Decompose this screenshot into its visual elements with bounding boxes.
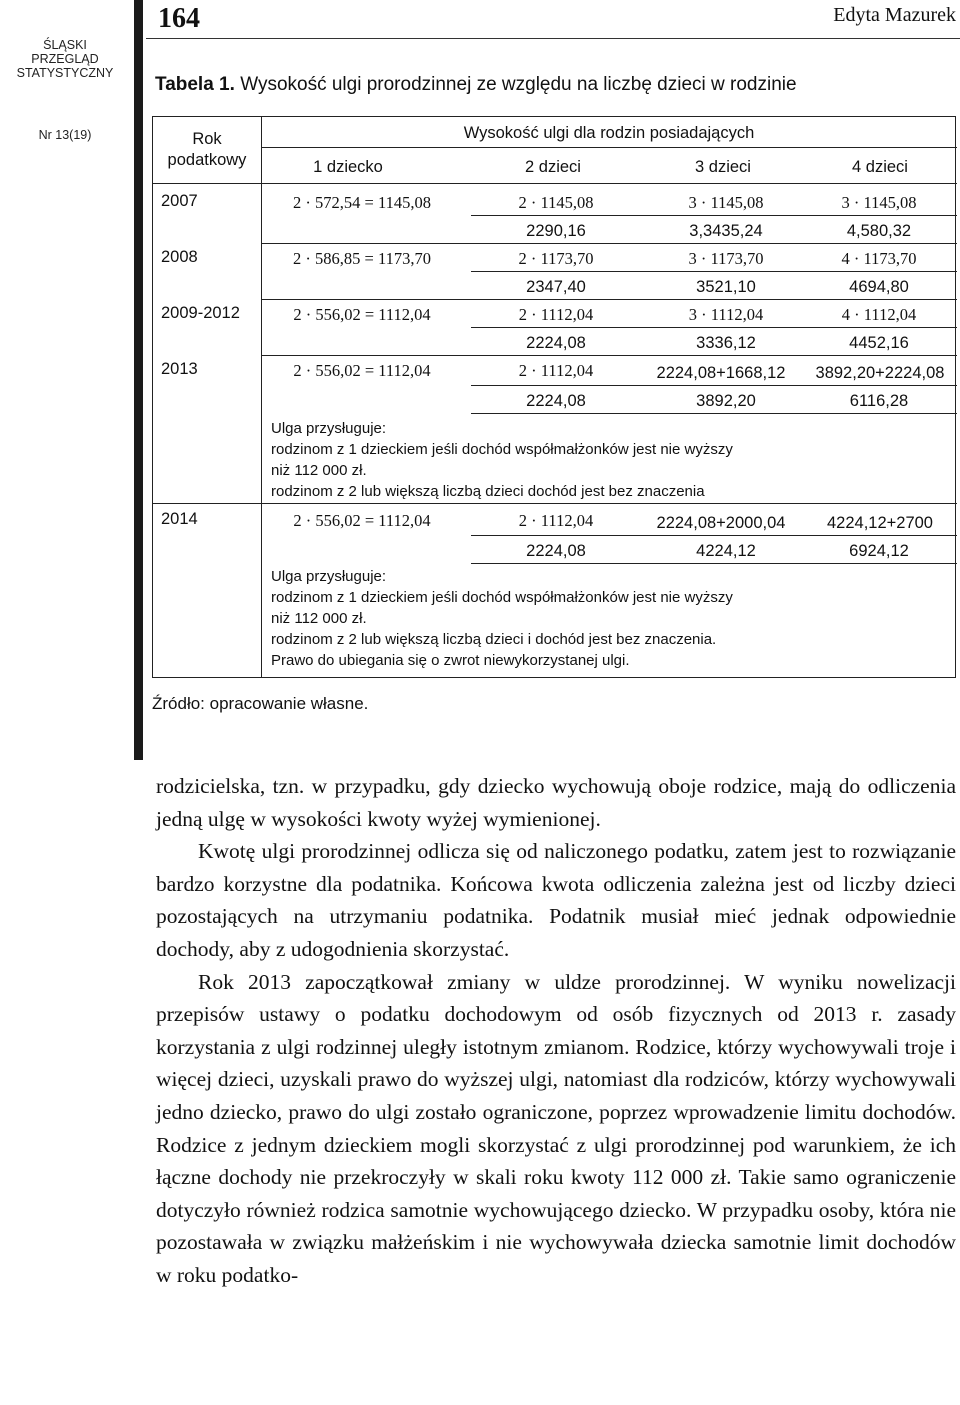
result-2013-2: 2224,08 bbox=[526, 392, 586, 410]
relief-table bbox=[152, 116, 956, 678]
note-2013-2: rodzinom z 1 dzieckiem jeśli dochód współmałżonków jest nie wyższy bbox=[271, 441, 733, 458]
row-rule bbox=[471, 563, 957, 564]
year-2008: 2008 bbox=[161, 248, 198, 266]
formula-2013-1: 2 · 556,02 = 1112,04 bbox=[293, 361, 431, 380]
formula-2009-3: 3 · 1112,04 bbox=[688, 305, 764, 324]
table-source: Źródło: opracowanie własne. bbox=[152, 694, 369, 713]
result-2013-3: 3892,20 bbox=[696, 392, 756, 410]
formula-2007-3: 3 · 1145,08 bbox=[688, 193, 764, 212]
result-2014-4: 6924,12 bbox=[849, 542, 909, 560]
header-rule bbox=[153, 183, 957, 184]
result-2014-2: 2224,08 bbox=[526, 542, 586, 560]
year-2014: 2014 bbox=[161, 510, 198, 528]
col-4-children: 4 dzieci bbox=[852, 158, 908, 176]
note-2014-1: Ulga przysługuje: bbox=[271, 568, 387, 585]
formula-2009-2: 2 · 1112,04 bbox=[518, 305, 594, 324]
header-rule bbox=[146, 38, 960, 39]
table-title: Wysokość ulgi prorodzinnej ze względu na liczbę dzieci w rodzinie bbox=[240, 74, 797, 95]
row-rule bbox=[471, 271, 957, 272]
formula-2008-2: 2 · 1173,70 bbox=[518, 249, 594, 268]
formula-2014-3: 2224,08+2000,04 bbox=[656, 514, 786, 532]
year-2009-2012: 2009-2012 bbox=[161, 304, 240, 322]
col-1-child: 1 dziecko bbox=[313, 158, 383, 176]
group-header-rule bbox=[261, 147, 957, 148]
formula-2014-2: 2 · 1112,04 bbox=[518, 511, 594, 530]
row-rule bbox=[261, 243, 957, 244]
row-rule bbox=[471, 215, 957, 216]
formula-2014-1: 2 · 556,02 = 1112,04 bbox=[293, 511, 431, 530]
table-caption bbox=[155, 74, 797, 96]
note-2013-3: niż 112 000 zł. bbox=[271, 462, 367, 479]
result-2014-3: 4224,12 bbox=[696, 542, 756, 560]
page-number: 164 bbox=[158, 3, 200, 34]
issue-number: Nr 13(19) bbox=[38, 128, 92, 142]
result-2008-3: 3521,10 bbox=[696, 278, 756, 296]
row-rule bbox=[471, 413, 957, 414]
note-2014-2: rodzinom z 1 dzieckiem jeśli dochód współmałżonków jest nie wyższy bbox=[271, 589, 733, 606]
formula-2008-3: 3 · 1173,70 bbox=[688, 249, 764, 268]
result-2008-4: 4694,80 bbox=[849, 278, 909, 296]
sidebar-divider bbox=[134, 0, 143, 760]
formula-2009-4: 4 · 1112,04 bbox=[841, 305, 917, 324]
col-year-header: Rok bbox=[192, 130, 222, 148]
journal-sidebar bbox=[0, 0, 134, 760]
formula-2008-1: 2 · 586,85 = 1173,70 bbox=[293, 249, 431, 268]
formula-2009-1: 2 · 556,02 = 1112,04 bbox=[293, 305, 431, 324]
result-2013-4: 6116,28 bbox=[849, 392, 909, 410]
result-2007-3: 3,3435,24 bbox=[689, 222, 763, 240]
result-2009-3: 3336,12 bbox=[696, 334, 756, 352]
note-2014-4: rodzinom z 2 lub większą liczbą dzieci i dochód jest bez znaczenia. bbox=[271, 631, 717, 648]
result-2009-4: 4452,16 bbox=[849, 334, 909, 352]
formula-2013-3: 2224,08+1668,12 bbox=[656, 364, 786, 382]
formula-2014-4: 4224,12+2700 bbox=[827, 514, 933, 532]
col-3-children: 3 dzieci bbox=[695, 158, 751, 176]
row-rule bbox=[261, 299, 957, 300]
note-2014-5: Prawo do ubiegania się o zwrot niewykorzystanej ulgi. bbox=[271, 652, 630, 669]
row-rule bbox=[261, 355, 957, 356]
author-name: Edyta Mazurek bbox=[833, 4, 956, 26]
group-header: Wysokość ulgi dla rodzin posiadających bbox=[463, 124, 755, 142]
year-2007: 2007 bbox=[161, 192, 198, 210]
note-2013-4: rodzinom z 2 lub większą liczbą dzieci dochód jest bez znaczenia bbox=[271, 483, 705, 500]
paragraph-2: Kwotę ulgi prorodzinnej odlicza się od naliczonego podatku, zatem jest to rozwiązanie bardzo korzystne dla podatnika. Końcowa kwota odliczenia zależna jest od liczby dzieci pozostających na utrzymaniu podatnika. Podatnik musiał mieć jednak odpowiednie dochody, aby z udogodnienia skorzystać. bbox=[156, 839, 956, 961]
row-rule bbox=[471, 327, 957, 328]
paragraph-3: Rok 2013 zapoczątkował zmiany w uldze prorodzinnej. W wyniku nowelizacji przepisów ustawy o podatku dochodowym od osób fizycznych od 2013 r. zasady korzystania z ulgi rodzinnej uległy istotnym zmianom. Rodzice, którzy wychowywali troje i więcej dzieci, uzyskali prawo do wyższej ulgi, natomiast dla rodziców, którzy wychowywali jedno dziecko, prawo do ulgi zostało ograniczone, poprzez wprowadzenie limitu dochodów. Rodzice z jednym dzieckiem mogli skorzystać z ulgi prorodzinnej pod warunkiem, że ich łączne dochody nie przekroczyły w skali roku kwoty 112 000 zł. Takie samo ograniczenie dotyczyło również rodzica samotnie wychowującego dziecko. W przypadku osoby, która nie pozostawała w związku małżeńskim i nie wychowywała dziecka samotnie limit dochodów w roku podatko- bbox=[156, 969, 956, 1287]
note-2014-3: niż 112 000 zł. bbox=[271, 610, 367, 627]
year-2013: 2013 bbox=[161, 360, 198, 378]
row-rule bbox=[471, 535, 957, 536]
formula-2007-2: 2 · 1145,08 bbox=[518, 193, 594, 212]
result-2007-2: 2290,16 bbox=[526, 222, 586, 240]
note-2013-1: Ulga przysługuje: bbox=[271, 420, 387, 437]
result-2007-4: 4,580,32 bbox=[846, 222, 912, 240]
body-text bbox=[156, 770, 956, 1292]
col-2-children: 2 dzieci bbox=[525, 158, 581, 176]
result-2008-2: 2347,40 bbox=[526, 278, 586, 296]
table-label: Tabela 1. bbox=[155, 74, 235, 95]
formula-2013-4: 3892,20+2224,08 bbox=[815, 364, 945, 382]
row-rule bbox=[471, 385, 957, 386]
formula-2007-4: 3 · 1145,08 bbox=[841, 193, 917, 212]
col-year-header-2: podatkowy bbox=[167, 151, 247, 169]
paragraph-1: rodzicielska, tzn. w przypadku, gdy dziecko wychowują oboje rodzice, mają do odliczenia jedną ulgę w wysokości kwoty wyżej wymienionej. bbox=[156, 774, 956, 831]
formula-2007-1: 2 · 572,54 = 1145,08 bbox=[293, 193, 431, 212]
row-rule bbox=[153, 503, 957, 504]
formula-2013-2: 2 · 1112,04 bbox=[518, 361, 594, 380]
result-2009-2: 2224,08 bbox=[526, 334, 586, 352]
formula-2008-4: 4 · 1173,70 bbox=[841, 249, 917, 268]
journal-title: ŚLĄSKI PRZEGLĄD STATYSTYCZNY bbox=[16, 38, 114, 80]
